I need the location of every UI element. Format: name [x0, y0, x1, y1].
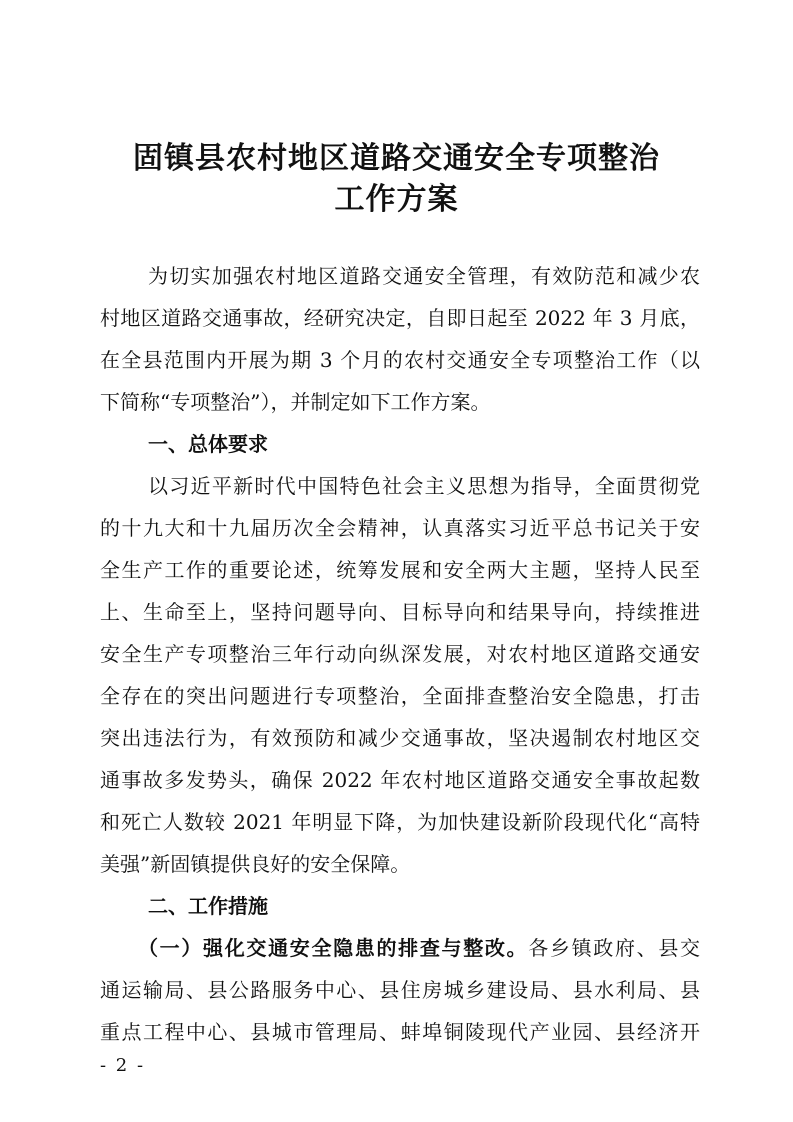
section-1-line-1: 以习近平新时代中国特色社会主义思想为指导，全面贯彻党	[148, 474, 700, 498]
section-2-heading: 二、工作措施	[148, 894, 268, 918]
section-1-heading: 一、总体要求	[148, 432, 268, 456]
section-2-line-2: 重点工程中心、县城市管理局、蚌埠铜陵现代产业园、县经济开	[100, 1020, 700, 1044]
section-2-subsection-line	[138, 928, 700, 968]
intro-line-4: 下简称“专项整治”），并制定如下工作方案。	[100, 390, 491, 414]
section-1-line-10: 美强”新固镇提供良好的安全保障。	[100, 852, 411, 876]
section-1-line-3: 全生产工作的重要论述，统筹发展和安全两大主题，坚持人民至	[100, 558, 700, 582]
section-2-subsection-heading: （一）强化交通安全隐患的排查与整改。	[138, 936, 529, 960]
intro-line-3: 在全县范围内开展为期 3 个月的农村交通安全专项整治工作（以	[100, 348, 700, 372]
document-title-line-2: 工作方案	[334, 182, 459, 217]
section-1-line-7: 突出违法行为，有效预防和减少交通事故，坚决遏制农村地区交	[100, 726, 700, 750]
page-number: - 2 -	[100, 1055, 146, 1076]
section-1-line-6: 全存在的突出问题进行专项整治，全面排查整治安全隐患，打击	[100, 684, 700, 708]
intro-line-2: 村地区道路交通事故，经研究决定，自即日起至 2022 年 3 月底，	[100, 306, 700, 330]
section-2-line-1: 通运输局、县公路服务中心、县住房城乡建设局、县水利局、县	[100, 978, 700, 1002]
section-1-line-4: 上、生命至上，坚持问题导向、目标导向和结果导向，持续推进	[100, 600, 700, 624]
section-1-line-9: 和死亡人数较 2021 年明显下降，为加快建设新阶段现代化“高特	[100, 810, 700, 834]
section-1-line-5: 安全生产专项整治三年行动向纵深发展，对农村地区道路交通安	[100, 642, 700, 666]
section-2-subsection-text: 各乡镇政府、县交	[528, 936, 701, 960]
intro-line-1: 为切实加强农村地区道路交通安全管理，有效防范和减少农	[148, 264, 700, 288]
document-title-line-1: 固镇县农村地区道路交通安全专项整治	[133, 141, 660, 176]
section-1-line-2: 的十九大和十九届历次全会精神，认真落实习近平总书记关于安	[100, 516, 700, 540]
section-1-line-8: 通事故多发势头，确保 2022 年农村地区道路交通安全事故起数	[100, 768, 700, 792]
